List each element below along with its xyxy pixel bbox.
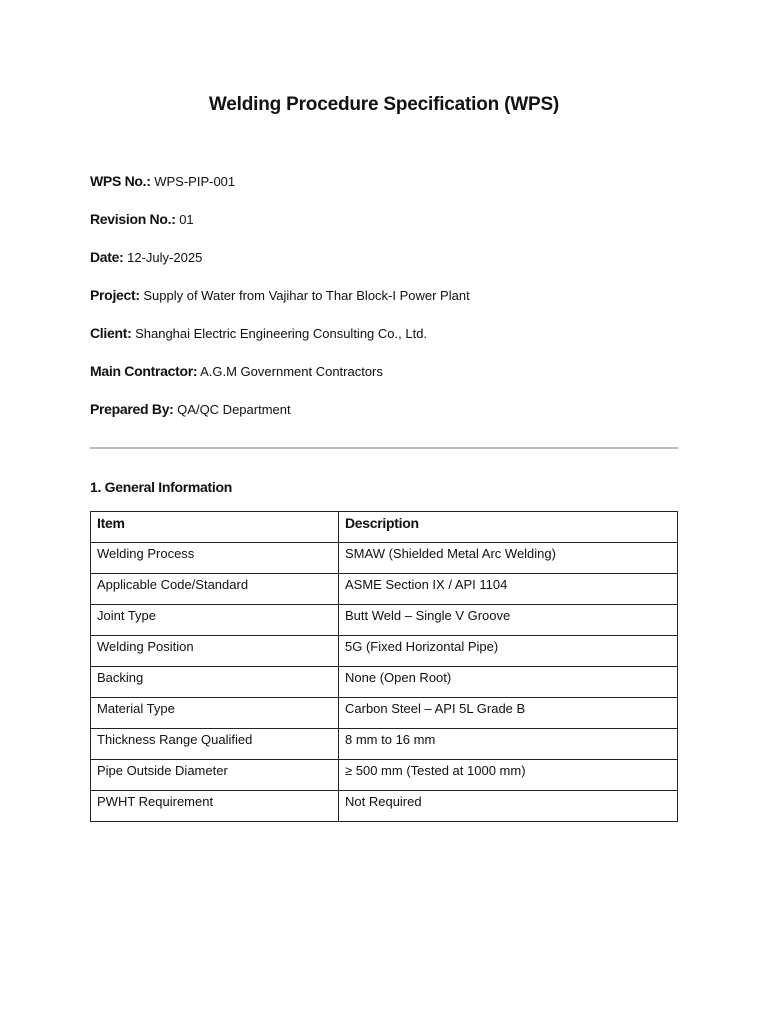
meta-value: QA/QC Department — [177, 402, 291, 417]
table-row — [91, 605, 678, 636]
meta-project — [90, 284, 680, 322]
table-row — [91, 543, 678, 574]
section-heading: 1. General Information — [90, 479, 232, 495]
meta-date — [90, 246, 680, 284]
table-cell-item: Welding Position — [91, 636, 339, 667]
table-cell-item: Welding Process — [91, 543, 339, 574]
document-meta — [90, 170, 680, 436]
meta-label: Main Contractor: — [90, 363, 198, 379]
horizontal-divider — [90, 447, 678, 449]
table-row — [91, 698, 678, 729]
table-cell-description: 8 mm to 16 mm — [339, 729, 678, 760]
table-row — [91, 574, 678, 605]
table-cell-description: ASME Section IX / API 1104 — [339, 574, 678, 605]
table-cell-description: SMAW (Shielded Metal Arc Welding) — [339, 543, 678, 574]
meta-main-contractor — [90, 360, 680, 398]
table-row — [91, 729, 678, 760]
table-header-row — [91, 512, 678, 543]
meta-value: Supply of Water from Vajihar to Thar Block-I Power Plant — [143, 288, 470, 303]
table-cell-description: 5G (Fixed Horizontal Pipe) — [339, 636, 678, 667]
table-row — [91, 636, 678, 667]
meta-value: A.G.M Government Contractors — [200, 364, 383, 379]
meta-value: 12-July-2025 — [127, 250, 203, 265]
document-title: Welding Procedure Specification (WPS) — [208, 94, 560, 115]
meta-value: 01 — [179, 212, 194, 227]
column-header-description: Description — [339, 512, 678, 543]
meta-label: WPS No.: — [90, 173, 151, 189]
meta-wps-no — [90, 170, 680, 208]
meta-prepared-by — [90, 398, 680, 436]
table-cell-item: Applicable Code/Standard — [91, 574, 339, 605]
meta-label: Prepared By: — [90, 401, 174, 417]
table-cell-item: Material Type — [91, 698, 339, 729]
meta-label: Project: — [90, 287, 140, 303]
table-row — [91, 760, 678, 791]
table-cell-item: Thickness Range Qualified — [91, 729, 339, 760]
meta-label: Client: — [90, 325, 132, 341]
meta-client — [90, 322, 680, 360]
meta-value: WPS-PIP-001 — [154, 174, 236, 189]
table-cell-description: Carbon Steel – API 5L Grade B — [339, 698, 678, 729]
column-header-item: Item — [91, 512, 339, 543]
table-cell-item: Backing — [91, 667, 339, 698]
table-cell-item: PWHT Requirement — [91, 791, 339, 822]
general-information-table — [90, 511, 678, 822]
meta-revision-no — [90, 208, 680, 246]
table-cell-description: Not Required — [339, 791, 678, 822]
table-cell-description: Butt Weld – Single V Groove — [339, 605, 678, 636]
table-cell-description: ≥ 500 mm (Tested at 1000 mm) — [339, 760, 678, 791]
meta-value: Shanghai Electric Engineering Consulting Co., Ltd. — [135, 326, 428, 341]
table-cell-item: Joint Type — [91, 605, 339, 636]
meta-label: Revision No.: — [90, 211, 176, 227]
table-row — [91, 791, 678, 822]
table-row — [91, 667, 678, 698]
meta-label: Date: — [90, 249, 124, 265]
table-cell-item: Pipe Outside Diameter — [91, 760, 339, 791]
table-cell-description: None (Open Root) — [339, 667, 678, 698]
